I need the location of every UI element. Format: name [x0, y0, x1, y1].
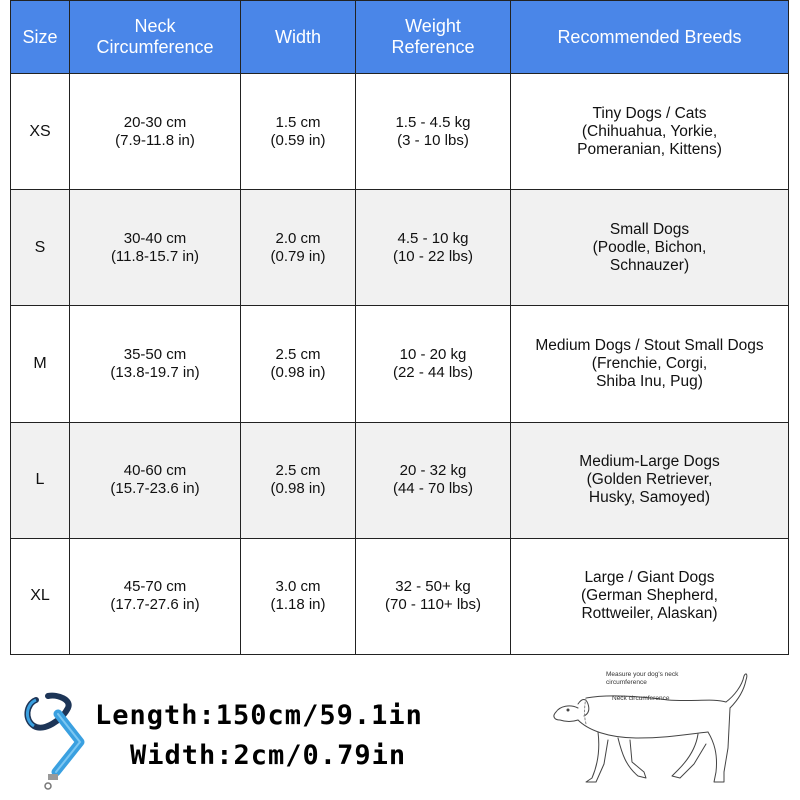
cell-breeds: Large / Giant Dogs (German Shepherd, Rottweiler, Alaskan)	[511, 538, 789, 654]
header-neck-circumference: Neck Circumference	[70, 1, 241, 74]
cell-neck: 45-70 cm (17.7-27.6 in)	[70, 538, 241, 654]
cell-breeds: Small Dogs (Poodle, Bichon, Schnauzer)	[511, 190, 789, 306]
table-header-row	[11, 1, 789, 74]
size-chart-table	[10, 0, 789, 655]
cell-weight: 10 - 20 kg (22 - 44 lbs)	[356, 306, 511, 422]
cell-width: 2.5 cm (0.98 in)	[241, 306, 356, 422]
cell-width: 3.0 cm (1.18 in)	[241, 538, 356, 654]
cell-neck: 35-50 cm (13.8-19.7 in)	[70, 306, 241, 422]
table-row	[11, 306, 789, 422]
header-weight-reference: Weight Reference	[356, 1, 511, 74]
header-size: Size	[11, 1, 70, 74]
cell-width: 2.5 cm (0.98 in)	[241, 422, 356, 538]
cell-size: XL	[11, 538, 70, 654]
cell-neck: 40-60 cm (15.7-23.6 in)	[70, 422, 241, 538]
cell-neck: 20-30 cm (7.9-11.8 in)	[70, 74, 241, 190]
table-row	[11, 422, 789, 538]
header-recommended-breeds: Recommended Breeds	[511, 1, 789, 74]
measure-caption: Measure your dog's neck circumference	[606, 671, 679, 686]
cell-weight: 20 - 32 kg (44 - 70 lbs)	[356, 422, 511, 538]
cell-size: S	[11, 190, 70, 306]
cell-breeds: Medium-Large Dogs (Golden Retriever, Husky, Samoyed)	[511, 422, 789, 538]
cell-breeds: Tiny Dogs / Cats (Chihuahua, Yorkie, Pomeranian, Kittens)	[511, 74, 789, 190]
cell-weight: 4.5 - 10 kg (10 - 22 lbs)	[356, 190, 511, 306]
table-row	[11, 538, 789, 654]
leash-length-text: Length:150cm/59.1in	[95, 700, 423, 731]
cell-weight: 1.5 - 4.5 kg (3 - 10 lbs)	[356, 74, 511, 190]
cell-neck: 30-40 cm (11.8-15.7 in)	[70, 190, 241, 306]
header-width: Width	[241, 1, 356, 74]
cell-size: XS	[11, 74, 70, 190]
neck-circumference-label: Neck circumference	[612, 695, 670, 702]
cell-breeds: Medium Dogs / Stout Small Dogs (Frenchie, Corgi, Shiba Inu, Pug)	[511, 306, 789, 422]
cell-weight: 32 - 50+ kg (70 - 110+ lbs)	[356, 538, 511, 654]
leash-width-text: Width:2cm/0.79in	[130, 740, 407, 771]
table-row	[11, 190, 789, 306]
cell-size: M	[11, 306, 70, 422]
table-row	[11, 74, 789, 190]
cell-size: L	[11, 422, 70, 538]
cell-width: 1.5 cm (0.59 in)	[241, 74, 356, 190]
cell-width: 2.0 cm (0.79 in)	[241, 190, 356, 306]
